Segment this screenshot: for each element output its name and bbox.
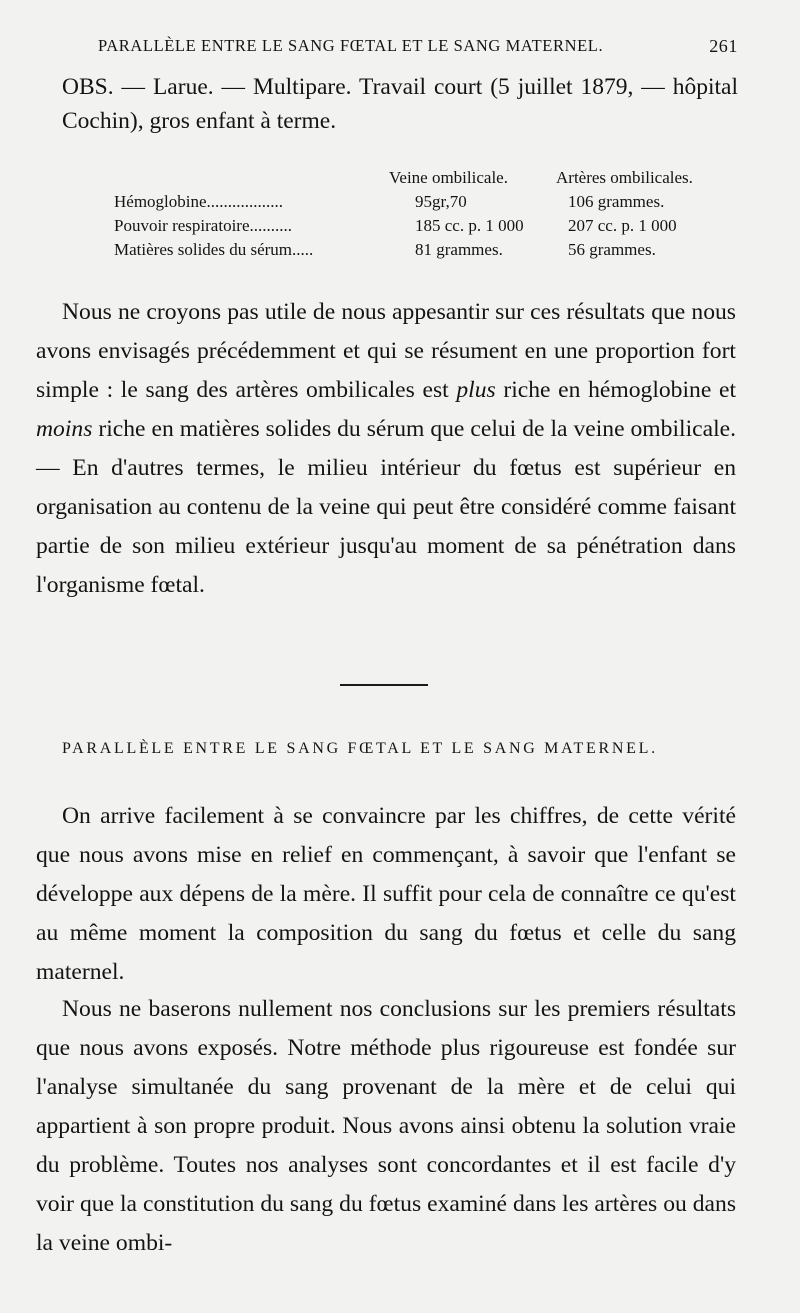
row-value-arteres: 207 cc. p. 1 000: [568, 216, 677, 235]
paragraph-1: [36, 293, 736, 605]
row-label: Matières solides du sérum.....: [114, 240, 314, 259]
row-value-arteres: 106 grammes.: [568, 192, 665, 211]
row-label: Hémoglobine..................: [114, 192, 284, 211]
observation-text: OBS. — Larue. — Multipare. Travail court (5 juillet 1879, — hôpital Cochin), gros enfant à terme.: [62, 74, 738, 134]
page-number: 261: [709, 36, 738, 56]
running-head-title: PARALLÈLE ENTRE LE SANG FŒTAL ET LE SANG MATERNEL.: [98, 36, 604, 55]
table-header: [114, 168, 714, 192]
emphasis-moins: moins: [36, 416, 93, 442]
header-arteres: Artères ombilicales.: [556, 168, 693, 187]
section-divider: [340, 684, 428, 686]
row-value-arteres: 56 grammes.: [568, 240, 656, 259]
row-value-veine: 95gr,70: [415, 192, 467, 211]
paragraph-1-text-c: riche en matières solides du sérum que celui de la veine ombilicale. — En d'autres termes, le milieu intérieur du fœtus est supérieur en organisation au contenu de la veine qui peut être considéré comme faisant partie de son milieu extérieur jusqu'au moment de sa pénétration dans l'organisme fœtal.: [36, 416, 736, 598]
measurement-table: [114, 168, 714, 264]
table-row: [114, 192, 714, 216]
section-heading: PARALLÈLE ENTRE LE SANG FŒTAL ET LE SANG MATERNEL.: [62, 740, 658, 757]
paragraph-1-text-a: Nous ne croyons pas utile de nous appesantir sur ces résultats que nous avons envisagés précédemment et qui se résument en une proportion fort simple : le sang des artères ombilicales est: [36, 299, 736, 403]
header-veine: Veine ombilicale.: [389, 168, 508, 187]
paragraph-2: On arrive facilement à se convaincre par les chiffres, de cette vérité que nous avons mise en relief en commençant, à savoir que l'enfant se développe aux dépens de la mère. Il suffit pour cela de connaître ce qu'est au même moment la composition du sang du fœtus et celle du sang maternel.: [36, 803, 736, 985]
paragraph-1-text-b: riche en hémoglobine et: [495, 377, 736, 403]
row-value-veine: 185 cc. p. 1 000: [415, 216, 524, 235]
table-row: [114, 240, 714, 264]
table-row: [114, 216, 714, 240]
row-value-veine: 81 grammes.: [415, 240, 503, 259]
emphasis-plus: plus: [456, 377, 496, 403]
row-label: Pouvoir respiratoire..........: [114, 216, 292, 235]
paragraph-3: Nous ne baserons nullement nos conclusions sur les premiers résultats que nous avons exposés. Notre méthode plus rigoureuse est fondée sur l'analyse simultanée du sang provenant de la mère et de celui qui appartient à son propre produit. Nous avons ainsi obtenu la solution vraie du problème. Toutes nos analyses sont concordantes et il est facile d'y voir que la constitution du sang du fœtus examiné dans les artères ou dans la veine ombi-: [36, 996, 736, 1256]
